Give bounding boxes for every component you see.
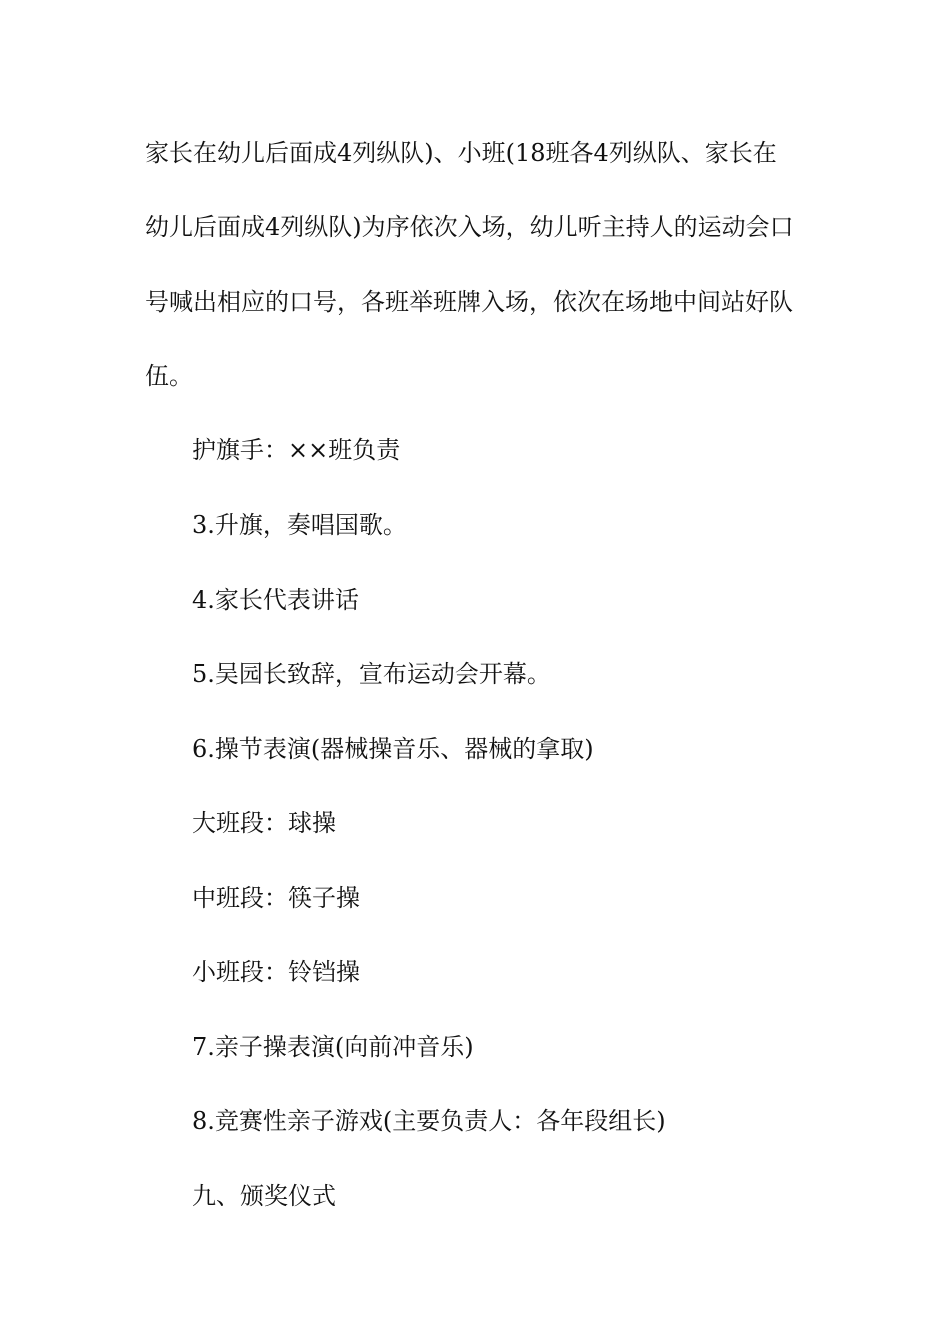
- senior-class-line: 大班段：球操: [192, 809, 336, 837]
- section-heading-awards: 九、颁奖仪式: [192, 1182, 336, 1210]
- paragraph-line: 幼儿后面成4列纵队)为序依次入场，幼儿听主持人的运动会口: [145, 213, 794, 241]
- item-flag-raising: 3.升旗，奏唱国歌。: [192, 511, 407, 539]
- item-exercise-show: 6.操节表演(器械操音乐、器械的拿取): [192, 735, 594, 763]
- middle-class-line: 中班段：筷子操: [192, 884, 360, 912]
- flag-guard-line: 护旗手：××班负责: [192, 436, 401, 464]
- paragraph-line: 家长在幼儿后面成4列纵队)、小班(18班各4列纵队、家长在: [145, 139, 777, 167]
- item-competition-games: 8.竞赛性亲子游戏(主要负责人：各年段组长): [192, 1107, 666, 1135]
- item-parent-child-exercise: 7.亲子操表演(向前冲音乐): [192, 1033, 474, 1061]
- item-parent-speech: 4.家长代表讲话: [192, 586, 359, 614]
- paragraph-line: 伍。: [145, 362, 193, 390]
- paragraph-line: 号喊出相应的口号，各班举班牌入场，依次在场地中间站好队: [145, 288, 793, 316]
- item-principal-speech: 5.吴园长致辞，宣布运动会开幕。: [192, 660, 551, 688]
- junior-class-line: 小班段：铃铛操: [192, 958, 360, 986]
